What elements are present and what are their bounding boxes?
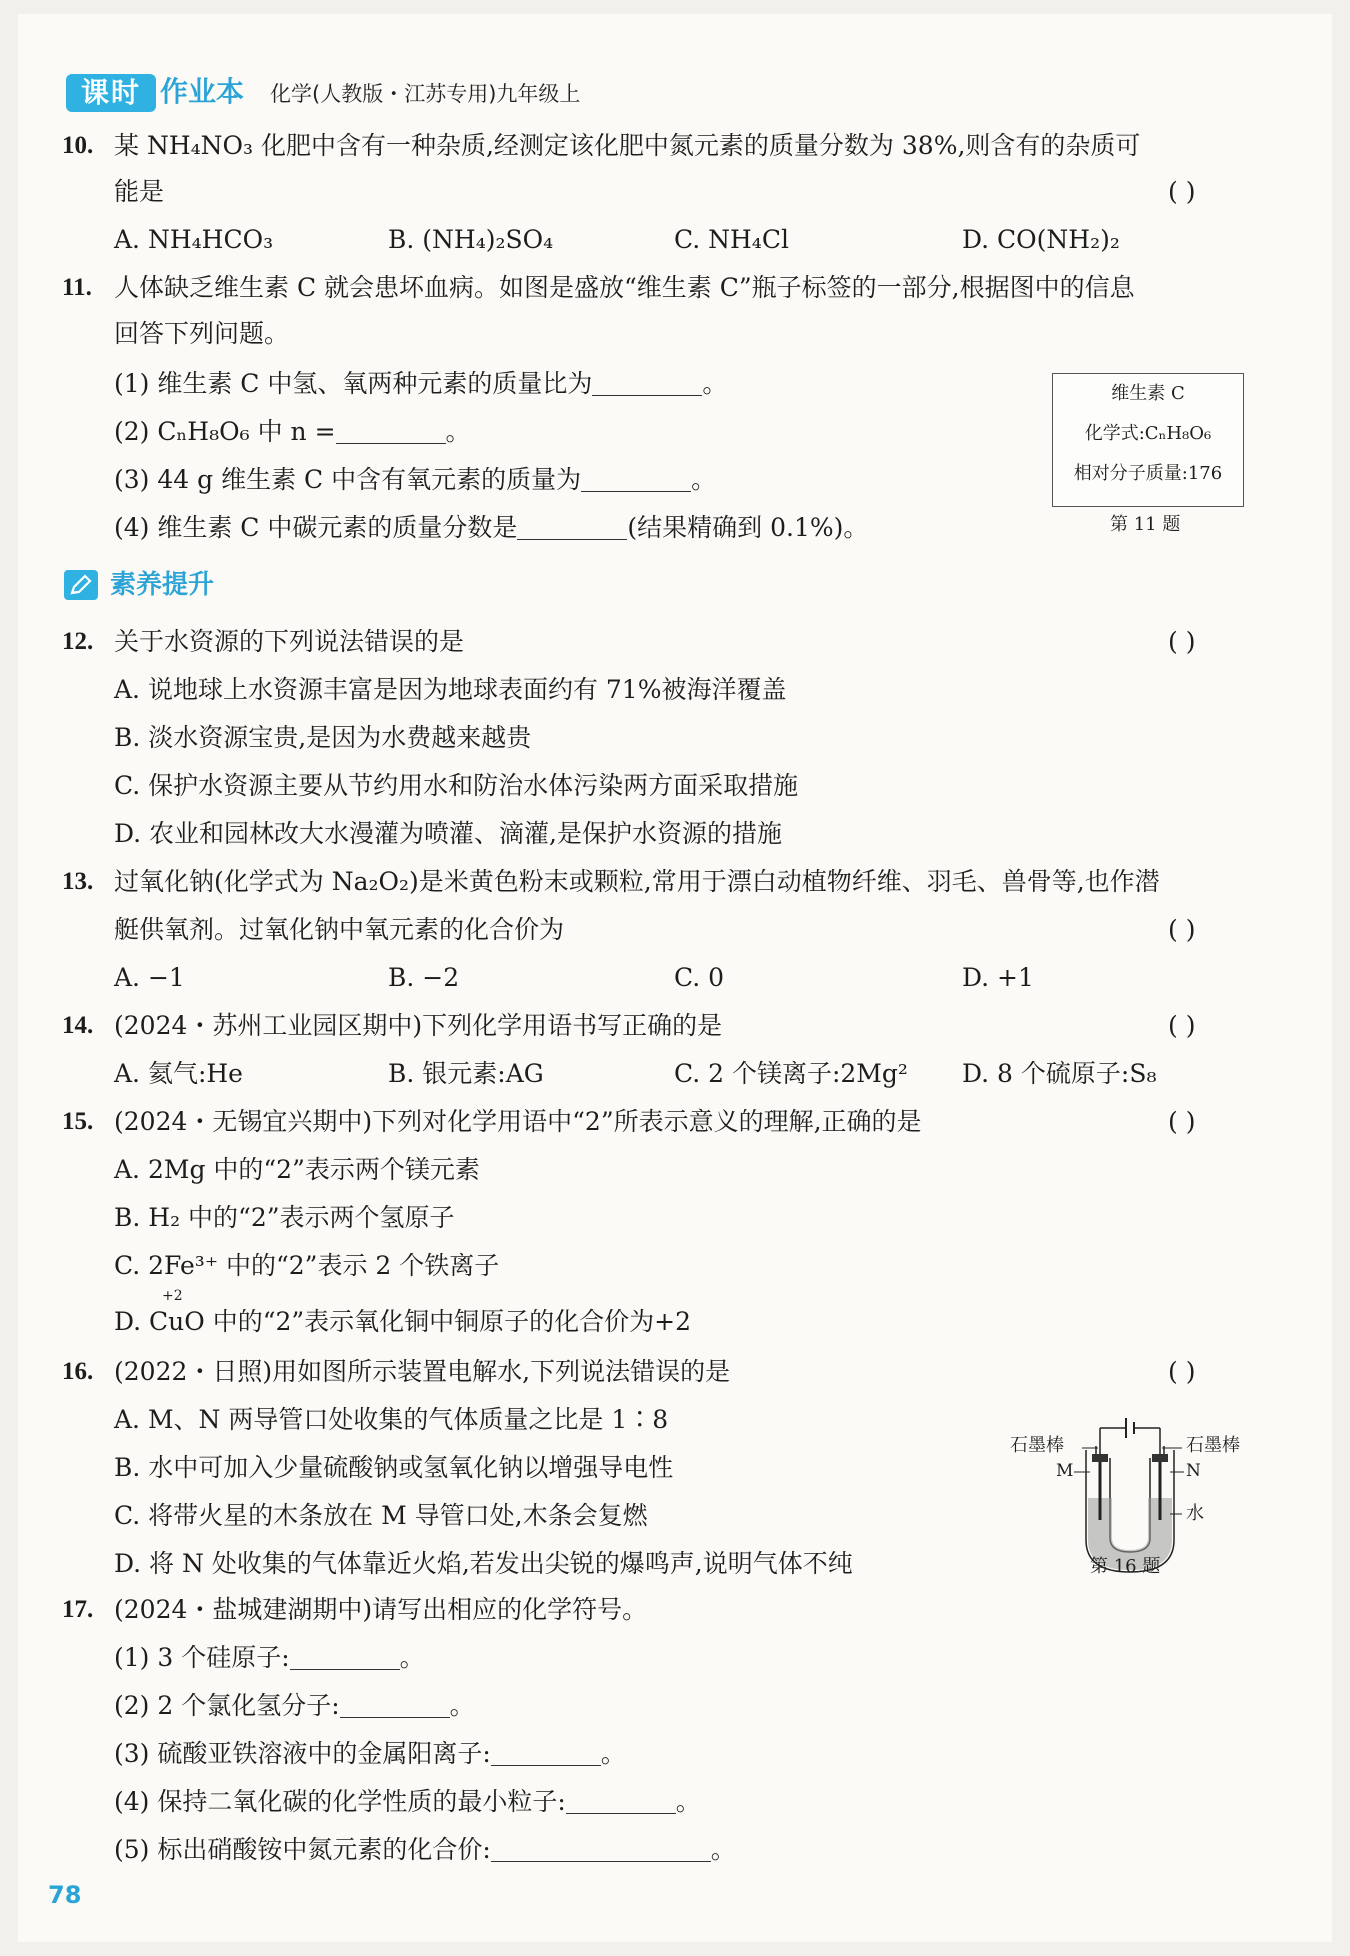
right-electrode-label: 石墨棒 [1186,1435,1240,1456]
q10-stem-line2: 能是 [114,177,165,206]
q11-sub2-blank[interactable] [336,417,446,444]
q13-option-d: D. +1 [962,963,1034,992]
q15-option-d: D. CuO 中的“2”表示氧化铜中铜原子的化合价为+2 [114,1307,692,1336]
logo-badge-text: 课时 [80,76,141,109]
subject-title: 化学(人教版・江苏专用)九年级上 [270,82,581,106]
q13-option-a: A. −1 [114,963,185,992]
q15-answer-paren: ( ) [1168,1107,1196,1136]
q12-option-c: C. 保护水资源主要从节约用水和防治水体污染两方面采取措施 [114,771,799,800]
logo-badge [66,74,156,112]
q17-sub2: (2) 2 个氯化氢分子: 。 [114,1691,475,1720]
q12-stem: 关于水资源的下列说法错误的是 [114,627,465,656]
q16-answer-paren: ( ) [1168,1357,1196,1386]
q13-stem-line2: 艇供氧剂。过氧化钠中氧元素的化合价为 [114,915,565,944]
q17-sub5: (5) 标出硝酸铵中氮元素的化合价: 。 [114,1835,736,1864]
q16-number: 16. [62,1358,94,1385]
q11-sub4: (4) 维生素 C 中碳元素的质量分数是 (结果精确到 0.1%)。 [114,513,869,542]
q16-option-b: B. 水中可加入少量硫酸钠或氢氧化钠以增强导电性 [114,1453,674,1482]
q17-sub4-blank[interactable] [566,1787,676,1814]
m-label: M [1056,1461,1074,1481]
q17-stem: (2024・盐城建湖期中)请写出相应的化学符号。 [114,1595,648,1624]
q16-figure-caption: 第 16 题 [1090,1556,1161,1577]
q17-sub1-blank[interactable] [290,1643,400,1670]
q17-sub2-blank[interactable] [340,1691,450,1718]
q17-sub3-blank[interactable] [491,1739,601,1766]
q13-option-c: C. 0 [674,963,725,992]
water-label: 水 [1186,1503,1204,1524]
q16-option-a: A. M、N 两导管口处收集的气体质量之比是 1∶8 [114,1405,669,1434]
section-title: 素养提升 [110,570,215,600]
q10-stem-line1: 某 NH₄NO₃ 化肥中含有一种杂质,经测定该化肥中氮元素的质量分数为 38%,则含有的杂质可 [114,131,1141,160]
q17-sub5-blank[interactable] [491,1835,711,1862]
q17-sub3: (3) 硫酸亚铁溶液中的金属阳离子: 。 [114,1739,626,1768]
label-formula: 化学式:CₙH₈O₆ [1084,423,1212,444]
q10-option-d: D. CO(NH₂)₂ [962,225,1120,254]
q12-number: 12. [62,628,94,655]
q15-stem: (2024・无锡宜兴期中)下列对化学用语中“2”所表示意义的理解,正确的是 [114,1107,922,1136]
q16-option-c: C. 将带火星的木条放在 M 导管口处,木条会复燃 [114,1501,648,1530]
q10-number: 10. [62,132,94,159]
q17-sub4: (4) 保持二氧化碳的化学性质的最小粒子: 。 [114,1787,701,1816]
q14-stem: (2024・苏州工业园区期中)下列化学用语书写正确的是 [114,1011,723,1040]
q11-number: 11. [62,274,92,301]
q10-option-a: A. NH₄HCO₃ [114,225,274,254]
q15-option-c: C. 2Fe³⁺ 中的“2”表示 2 个铁离子 [114,1251,500,1280]
q16-stem: (2022・日照)用如图所示装置电解水,下列说法错误的是 [114,1357,731,1386]
q12-option-a: A. 说地球上水资源丰富是因为地球表面约有 71%被海洋覆盖 [114,675,787,704]
page-number: 78 [48,1881,82,1909]
q13-number: 13. [62,868,94,895]
q12-answer-paren: ( ) [1168,627,1196,656]
q10-option-b: B. (NH₄)₂SO₄ [388,225,554,254]
pencil-icon [64,570,98,600]
q14-answer-paren: ( ) [1168,1011,1196,1040]
q11-sub1-blank[interactable] [592,369,702,396]
q14-option-b: B. 银元素:AG [388,1059,544,1088]
q13-option-b: B. −2 [388,963,460,992]
q15-valence-mark: +2 [162,1288,183,1304]
q17-number: 17. [62,1596,94,1623]
q11-stem-line2: 回答下列问题。 [114,319,290,348]
q11-sub4-blank[interactable] [517,513,627,540]
q15-option-b: B. H₂ 中的“2”表示两个氢原子 [114,1203,455,1232]
vitamin-c-label [1052,373,1244,507]
q15-number: 15. [62,1108,94,1135]
q15-option-a: A. 2Mg 中的“2”表示两个镁元素 [114,1155,480,1184]
q10-option-c: C. NH₄Cl [674,225,789,254]
q13-stem-line1: 过氧化钠(化学式为 Na₂O₂)是米黄色粉末或颗粒,常用于漂白动植物纤维、羽毛、兽骨等,也作潜 [114,867,1160,896]
q12-option-b: B. 淡水资源宝贵,是因为水费越来越贵 [114,723,532,752]
logo-text: 作业本 [160,75,245,108]
q16-option-d: D. 将 N 处收集的气体靠近火焰,若发出尖锐的爆鸣声,说明气体不纯 [114,1549,853,1578]
label-molar-mass: 相对分子质量:176 [1073,463,1223,484]
q14-option-a: A. 氦气:He [114,1059,243,1088]
q10-answer-paren: ( ) [1168,177,1196,206]
q17-sub1: (1) 3 个硅原子: 。 [114,1643,425,1672]
label-title: 维生素 C [1111,383,1185,404]
q11-sub3: (3) 44 g 维生素 C 中含有氧元素的质量为 。 [114,465,717,494]
q14-option-d: D. 8 个硫原子:S₈ [962,1059,1157,1088]
q12-option-d: D. 农业和园林改大水漫灌为喷灌、滴灌,是保护水资源的措施 [114,819,782,848]
q11-stem-line1: 人体缺乏维生素 C 就会患坏血病。如图是盛放“维生素 C”瓶子标签的一部分,根据图中的信息 [114,273,1135,302]
q14-option-c: C. 2 个镁离子:2Mg² [674,1059,908,1088]
q11-sub3-blank[interactable] [581,465,691,492]
q13-answer-paren: ( ) [1168,915,1196,944]
q11-sub2: (2) CₙH₈O₆ 中 n = 。 [114,417,471,446]
left-electrode-label: 石墨棒 [1010,1435,1064,1456]
n-label: N [1186,1461,1201,1481]
q14-number: 14. [62,1012,94,1039]
q11-sub1: (1) 维生素 C 中氢、氧两种元素的质量比为 。 [114,369,728,398]
q11-figure-caption: 第 11 题 [1110,514,1181,535]
